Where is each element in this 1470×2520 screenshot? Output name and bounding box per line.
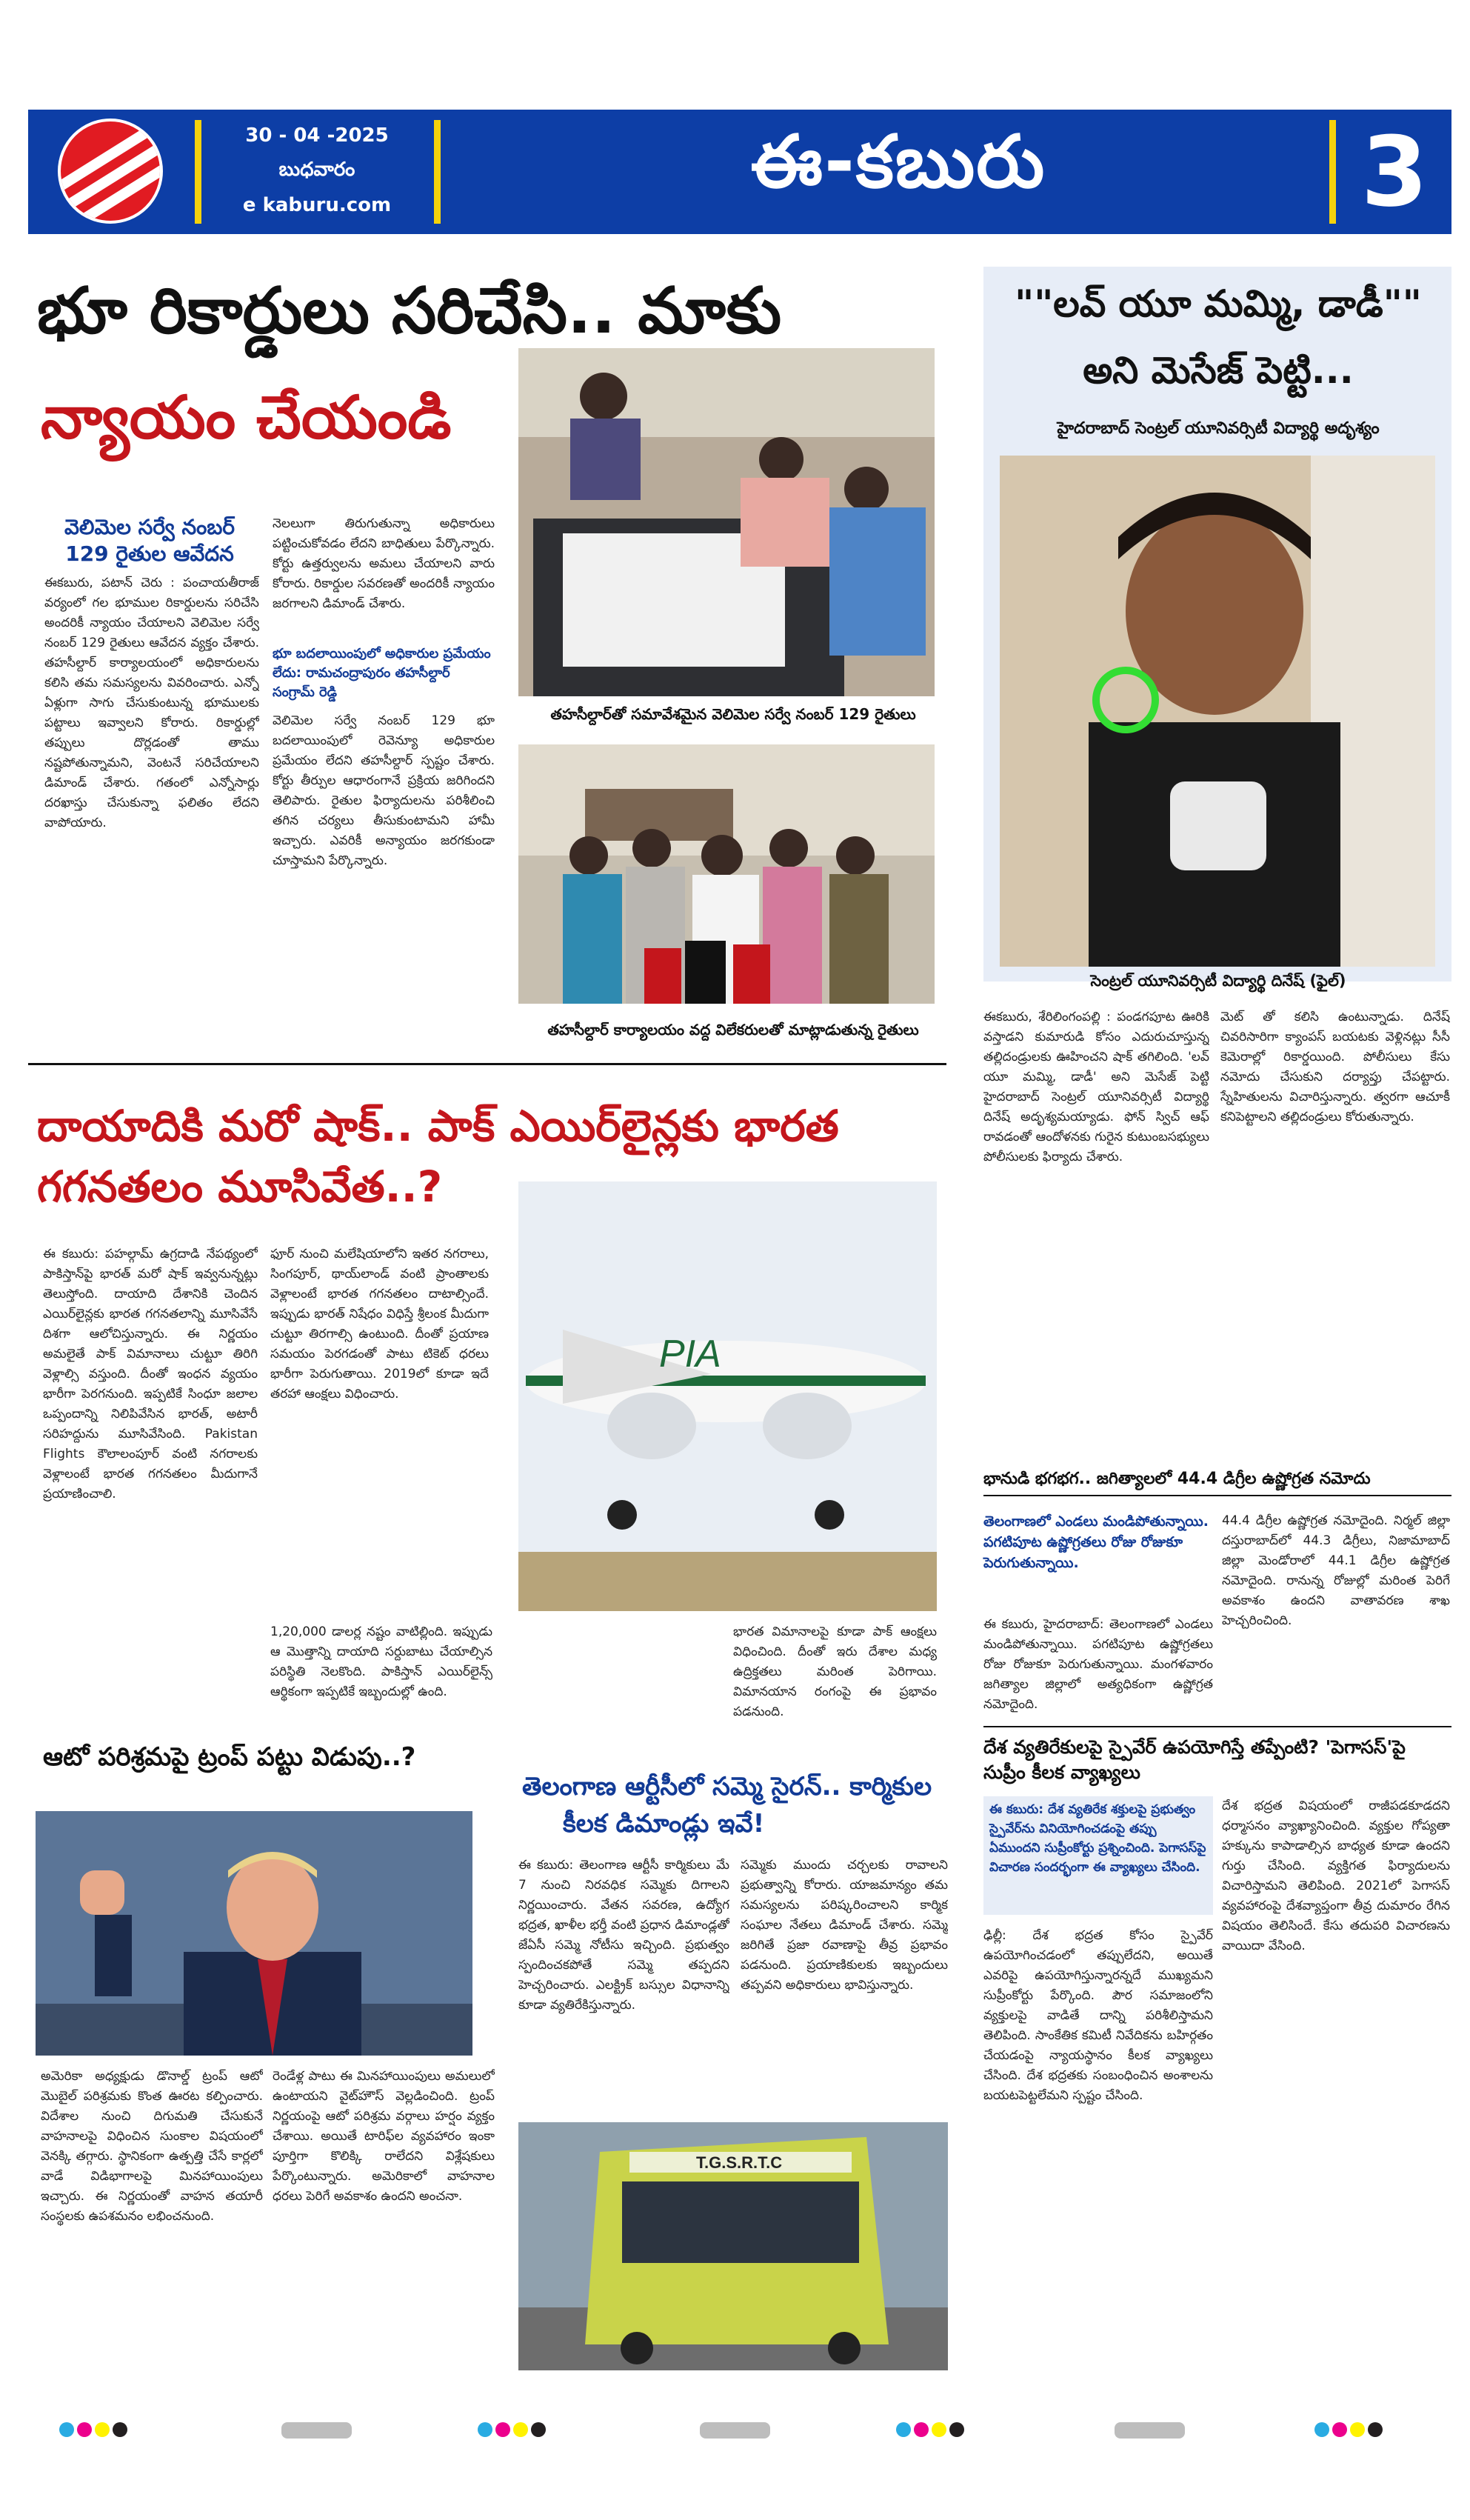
section-divider	[28, 1063, 946, 1065]
story6-body-col2: 44.4 డిగ్రీల ఉష్ణోగ్రత నమోదైంది. నిర్మల్ జిల్లా దస్తురాబాద్‌లో 44.3 డిగ్రీలు, నిజామాబాద్ జిల్లా మెండోరాలో 44.1 డిగ్రీల ఉష్ణోగ్రత నమోదైంది. రానున్న రోజుల్లో మరింత పెరిగే అవకాశం ఉందని వాతావరణ శాఖ హెచ్చరించింది.	[1222, 1513, 1450, 1628]
story1-headline-line2: న్యాయం చేయండి	[41, 383, 452, 452]
story2-body-col3: 1,20,000 డాలర్ల నష్టం వాటిల్లింది. ఇప్పుడు ఆ మొత్తాన్ని దాయాది సర్దుబాటు చేయాల్సిన పరిస్థితి నెలకొంది. పాకిస్తాన్ ఎయిర్‌లైన్స్ ఆర్థికంగా ఇప్పటికే ఇబ్బందుల్లో ఉంది.	[270, 1624, 492, 1699]
story5-body-col1: ఈకబురు, శేరిలింగంపల్లి : పండగపూట ఊరికి వస్తాడని కుమారుడి కోసం ఎదురుచూస్తున్న తల్లిదండ్రులకు ఊహించని షాక్ తగిలింది. 'లవ్ యూ మమ్మి, డాడీ' అని మెసేజ్ పెట్టి హైదరాబాద్ సెంట్రల్ యూనివర్సిటీ విద్యార్థి దినేష్ అదృశ్యమయ్యాడు. ఫోన్ స్విచ్ ఆఫ్ రావడంతో ఆందోళనకు గురైన కుటుంబసభ్యులు పోలీసులకు ఫిర్యాదు చేశారు.	[983, 1010, 1209, 1164]
story1-body-col2-bottom: వెలిమెల సర్వే నంబర్ 129 భూ బదలాయింపులో రెవెన్యూ అధికారుల ప్రమేయం లేదని తహసీల్దార్ స్పష్టం చేశారు. కోర్టు తీర్పుల ఆధారంగానే ప్రక్రియ జరిగిందని తెలిపారు. రైతుల ఫిర్యాదులను పరిశీలించి తగిన చర్యలు తీసుకుంటామని హామీ ఇచ్చారు. ఎవరికీ అన్యాయం జరగకుండా చూస్తామని పేర్కొన్నారు.	[273, 713, 495, 868]
masthead	[28, 110, 1451, 234]
paper-logo-icon	[58, 119, 163, 224]
masthead-divider	[434, 120, 441, 224]
section-divider	[983, 1495, 1451, 1496]
story6-body-col1: ఈ కబురు, హైదరాబాద్: తెలంగాణలో ఎండలు మండిపోతున్నాయి. పగటిపూట ఉష్ణోగ్రతలు రోజు రోజుకూ పెరుగుతున్నాయి. మంగళవారం జగిత్యాల జిల్లాలో అత్యధికంగా ఉష్ణోగ్రత నమోదైంది.	[983, 1617, 1213, 1712]
reg-dot-black	[531, 2422, 546, 2437]
reg-dot-black	[113, 2422, 127, 2437]
reg-dot-yellow	[513, 2422, 528, 2437]
registration-marks	[59, 2422, 130, 2440]
reg-dot-cyan	[59, 2422, 74, 2437]
section-divider	[983, 1726, 1451, 1727]
page-number: 3	[1360, 116, 1429, 228]
reg-dot-magenta	[495, 2422, 510, 2437]
story1-body-col1: ఈకబురు, పటాన్ చెరు : పంచాయతీరాజ్ వర్యంలో గల భూముల రికార్డులను సరిచేసి అందరికీ న్యాయం చేయాలని వెలిమెల సర్వే నంబర్ 129 రైతులు ఆవేదన వ్యక్తం చేశారు. తహసీల్దార్ కార్యాలయంలో అధికారులను కలిసి తమ సమస్యలను వివరించారు. ఎన్నో ఏళ్లుగా సాగు చేసుకుంటున్న భూములకు పట్టాలు ఇవ్వాలని కోరారు. రికార్డుల్లో తప్పులు దొర్లడంతో తాము నష్టపోతున్నామని, వెంటనే సరిచేయాలని డిమాండ్ చేశారు. గతంలో ఎన్నోసార్లు దరఖాస్తు చేసుకున్నా ఫలితం లేదని వాపోయారు.	[44, 576, 259, 830]
story5-subhead: హైదరాబాద్ సెంట్రల్ యూనివర్సిటీ విద్యార్థి అదృశ్యం	[1057, 419, 1380, 438]
registration-marks	[1314, 2422, 1386, 2440]
reg-dot-magenta	[914, 2422, 929, 2437]
story1-headline-line1: భూ రికార్డులు సరిచేసి.. మాకు	[37, 274, 782, 348]
story7-body-col2: దేశ భద్రత విషయంలో రాజీపడకూడదని ధర్మాసనం వ్యాఖ్యానించింది. వ్యక్తుల గోప్యతా హక్కును కాపాడాల్సిన బాధ్యత కూడా ఉందని గుర్తు చేసింది. వ్యక్తిగత ఫిర్యాదులను విచారిస్తామని తెలిపింది. 2021లో పెగాసస్ వ్యవహారంపై దేశవ్యాప్తంగా తీవ్ర దుమారం రేగిన విషయం తెలిసిందే. కేసు తదుపరి విచారణను వాయిదా వేసింది.	[1222, 1799, 1450, 1953]
student-photo	[1000, 456, 1435, 967]
registration-marks	[896, 2422, 967, 2440]
paper-name: ఈ-కబురు	[750, 120, 1046, 204]
story5-headline-line1: ""లవ్ యూ మమ్మి, డాడీ""	[1015, 282, 1422, 325]
story2-headline-line1: దాయాదికి మరో షాక్.. పాక్ ఎయిర్‌లైన్లకు భారత	[37, 1101, 839, 1151]
trump-photo	[36, 1811, 472, 2056]
story6-headline: భానుడి భగభగ.. జగిత్యాలలో 44.4 డిగ్రీల ఉష్ణోగ్రత నమోదు	[983, 1470, 1371, 1488]
press-meet-photo-caption: తహసీల్దార్ కార్యాలయం వద్ద విలేకరులతో మాట్లాడుతున్న రైతులు	[547, 1021, 919, 1039]
story4-headline-line2: కీలక డిమాండ్లు ఇవే!	[563, 1809, 765, 1839]
story7-body-col1: ఢిల్లీ: దేశ భద్రత కోసం స్పైవేర్ ఉపయోగించడంలో తప్పులేదని, అయితే ఎవరిపై ఉపయోగిస్తున్నారన్నదే ముఖ్యమని సుప్రీంకోర్టు పేర్కొంది. పౌర సమాజంలోని వ్యక్తులపై వాడితే దాన్ని పరిశీలిస్తామని తెలిపింది. సాంకేతిక కమిటీ నివేదికను బహిర్గతం చేయడంపై న్యాయస్థానం కీలక వ్యాఖ్యలు చేసింది. దేశ భద్రతకు సంబంధించిన అంశాలను బయటపెట్టలేమని స్పష్టం చేసింది.	[983, 1928, 1213, 2103]
registration-bar	[1115, 2422, 1185, 2439]
story4-body-col2: సమ్మెకు ముందు చర్చలకు రావాలని ప్రభుత్వాన్ని కోరారు. యాజమాన్యం తమ సమస్యలను పరిష్కరించాలని కార్మిక సంఘాల నేతలు డిమాండ్ చేశారు. సమ్మె జరిగితే ప్రజా రవాణాపై తీవ్ర ప్రభావం పడనుంది. ప్రయాణికులకు ఇబ్బందులు తప్పవని అధికారులు భావిస్తున్నారు.	[741, 1858, 948, 1993]
story1-pull-quote: భూ బదలాయింపులో అధికారుల ప్రమేయం లేదు: రామచంద్రాపురం తహసీల్దార్ సంగ్రామ్ రెడ్డి	[273, 646, 491, 700]
registration-bar	[700, 2422, 770, 2439]
reg-dot-black	[949, 2422, 964, 2437]
story4-body-col1: ఈ కబురు: తెలంగాణ ఆర్టీసీ కార్మికులు మే 7 నుంచి నిరవధిక సమ్మెకు దిగాలని నిర్ణయించారు. వేతన సవరణ, ఉద్యోగ భద్రత, ఖాళీల భర్తీ వంటి ప్రధాన డిమాండ్లతో జేఏసీ సమ్మె నోటీసు ఇచ్చింది. ప్రభుత్వం స్పందించకపోతే సమ్మె తప్పదని హెచ్చరించారు. ఎలక్ట్రిక్ బస్సుల విధానాన్ని కూడా వ్యతిరేకిస్తున్నారు.	[518, 1858, 729, 2013]
tgsrtc-bus-photo	[518, 2122, 948, 2370]
reg-dot-cyan	[1314, 2422, 1329, 2437]
story5-body-col2: మెట్ తో కలిసి ఉంటున్నాడు. దినేష్ చివరిసారిగా క్యాంపస్ బయటకు వెళ్లినట్లు సీసీ కెమెరాల్లో రికార్డయింది. పోలీసులు కేసు నమోదు చేసుకుని దర్యాప్తు చేపట్టారు. స్నేహితులను విచారిస్తున్నారు. త్వరగా ఆచూకీ కనిపెట్టాలని తల్లిదండ్రులు కోరుతున్నారు.	[1220, 1010, 1450, 1124]
reg-dot-cyan	[478, 2422, 492, 2437]
reg-dot-magenta	[1332, 2422, 1347, 2437]
reg-dot-black	[1368, 2422, 1383, 2437]
masthead-divider	[195, 120, 201, 224]
meeting-photo-caption: తహసీల్దార్‌తో సమావేశమైన వెలిమెల సర్వే నంబర్ 129 రైతులు	[550, 705, 916, 723]
story3-headline: ఆటో పరిశ్రమపై ట్రంప్ పట్టు విడుపు..?	[43, 1742, 416, 1772]
registration-marks	[478, 2422, 549, 2440]
svg-text:T.G.S.R.T.C: T.G.S.R.T.C	[696, 2153, 783, 2172]
story2-body-col1: ఈ కబురు: పహల్గామ్ ఉగ్రదాడి నేపథ్యంలో పాకిస్తాన్‌పై భారత్ మరో షాక్ ఇవ్వనున్నట్లు తెలుస్తోంది. దాయాది దేశానికి చెందిన ఎయిర్‌లైన్లకు భారత గగనతలాన్ని మూసివేసే దిశగా ఆలోచిస్తున్నారు. ఈ నిర్ణయం అమలైతే పాక్ విమానాలు చుట్టూ తిరిగి వెళ్లాల్సి వస్తుంది. దీంతో ఇంధన వ్యయం భారీగా పెరగనుంది. ఇప్పటికే సింధూ జలాల ఒప్పందాన్ని నిలిపివేసిన భారత్, అటారీ సరిహద్దును మూసివేసింది. Pakistan Flights కౌలాలంపూర్ వంటి నగరాలకు వెళ్లాలంటే భారత గగనతలం మీదుగానే ప్రయాణించాలి.	[43, 1247, 258, 1501]
issue-date: 30 - 04 -2025	[245, 124, 389, 147]
pia-aircraft-photo	[518, 1181, 937, 1611]
story3-body-col1: అమెరికా అధ్యక్షుడు డొనాల్డ్ ట్రంప్ ఆటో మొబైల్ పరిశ్రమకు కొంత ఊరట కల్పించారు. విదేశాల నుంచి దిగుమతి చేసుకునే వాహనాలపై విధించిన సుంకాల విషయంలో వెనక్కి తగ్గారు. స్థానికంగా ఉత్పత్తి చేసే కార్లలో వాడే విడిభాగాలపై మినహాయింపులు ఇచ్చారు. ఈ నిర్ణయంతో వాహన తయారీ సంస్థలకు ఉపశమనం లభించనుంది.	[41, 2069, 263, 2224]
reg-dot-yellow	[932, 2422, 946, 2437]
story1-body-col2-top: నెలలుగా తిరుగుతున్నా అధికారులు పట్టించుకోవడం లేదని బాధితులు పేర్కొన్నారు. కోర్టు ఉత్తర్వులను అమలు చేయాలని వారు కోరారు. రికార్డుల సవరణతో అందరికీ న్యాయం జరగాలని డిమాండ్ చేశారు.	[273, 516, 495, 611]
story7-intro: ఈ కబురు: దేశ వ్యతిరేక శక్తులపై ప్రభుత్వం స్పైవేర్‌ను వినియోగించడంపై తప్పు ఏముందని సుప్రీంకోర్టు ప్రశ్నించింది. పెగాసస్‌పై విచారణ సందర్భంగా ఈ వ్యాఖ్యలు చేసింది.	[989, 1802, 1206, 1875]
story1-subhead: వెలిమెల సర్వే నంబర్ 129 రైతుల ఆవేదన	[64, 515, 235, 566]
story5-headline-line2: అని మెసేజ్ పెట్టి...	[1083, 349, 1354, 392]
reg-dot-yellow	[95, 2422, 110, 2437]
meeting-photo	[518, 348, 935, 696]
registration-bar	[281, 2422, 352, 2439]
press-meet-photo	[518, 744, 935, 1004]
story2-body-col4: భారత విమానాలపై కూడా పాక్ ఆంక్షలు విధించింది. దీంతో ఇరు దేశాల మధ్య ఉద్రిక్తతలు మరింత పెరిగాయి. విమానయాన రంగంపై ఈ ప్రభావం పడనుంది.	[733, 1624, 937, 1719]
reg-dot-cyan	[896, 2422, 911, 2437]
story3-body-col2: రెండేళ్ల పాటు ఈ మినహాయింపులు అమలులో ఉంటాయని వైట్‌హౌస్ వెల్లడించింది. ట్రంప్ నిర్ణయంపై ఆటో పరిశ్రమ వర్గాలు హర్షం వ్యక్తం చేశాయి. అయితే టారిఫ్‌ల వ్యవహారం ఇంకా పూర్తిగా కొలిక్కి రాలేదని విశ్లేషకులు పేర్కొంటున్నారు. అమెరికాలో వాహనాల ధరలు పెరిగే అవకాశం ఉందని అంచనా.	[273, 2069, 495, 2204]
story7-headline: దేశ వ్యతిరేకులపై స్పైవేర్ ఉపయోగిస్తే తప్పేంటి? 'పెగాసస్'పై సుప్రీం కీలక వ్యాఖ్యలు	[983, 1736, 1406, 1783]
masthead-divider	[1329, 120, 1336, 224]
issue-weekday: బుధవారం	[278, 159, 355, 181]
story2-body-col2: ఫూర్ నుంచి మలేషియాలోని ఇతర నగరాలు, సింగపూర్, థాయ్‌లాండ్ వంటి ప్రాంతాలకు వెళ్లాలంటే భారత గగనతలం దాటాల్సిందే. ఇప్పుడు భారత్ నిషేధం విధిస్తే శ్రీలంక మీదుగా చుట్టూ తిరగాల్సి ఉంటుంది. దీంతో ప్రయాణ సమయం పెరగడంతో పాటు టికెట్ ధరలు భారీగా పెరుగుతాయి. 2019లో కూడా ఇదే తరహా ఆంక్షలు విధించారు.	[270, 1247, 489, 1401]
reg-dot-magenta	[77, 2422, 92, 2437]
student-photo-caption: సెంట్రల్ యూనివర్సిటీ విద్యార్థి దినేష్ (ఫైల్)	[1090, 972, 1346, 990]
story6-subhead: తెలంగాణలో ఎండలు మండిపోతున్నాయి. పగటిపూట ఉష్ణోగ్రతలు రోజు రోజుకూ పెరుగుతున్నాయి.	[983, 1513, 1209, 1571]
svg-text:PIA: PIA	[659, 1333, 721, 1376]
story2-headline-line2: గగనతలం మూసివేత..?	[37, 1161, 443, 1212]
story4-headline-line1: తెలంగాణ ఆర్టీసీలో సమ్మె సైరన్.. కార్మికుల	[522, 1772, 932, 1801]
website-url: e kaburu.com	[242, 194, 392, 216]
reg-dot-yellow	[1350, 2422, 1365, 2437]
